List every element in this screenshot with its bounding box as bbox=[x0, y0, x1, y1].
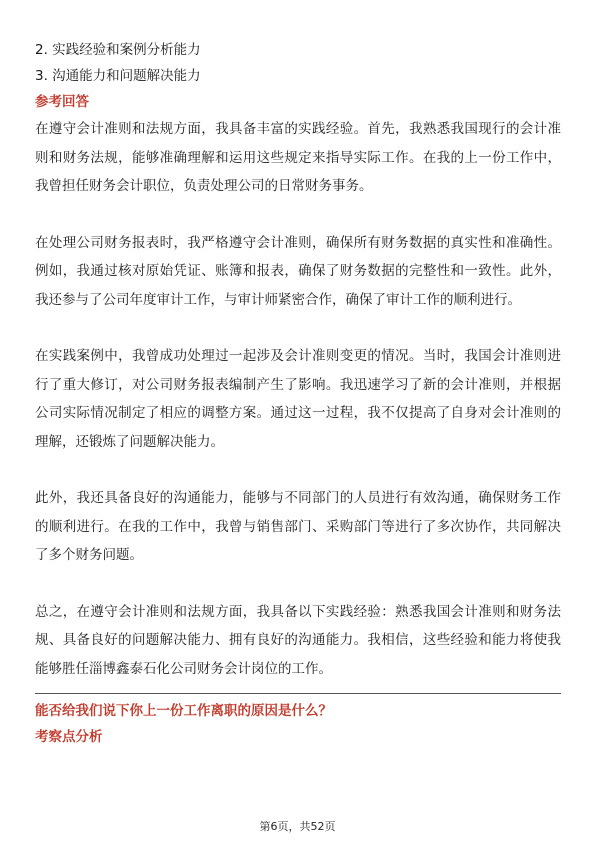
answer-paragraph-3: 在实践案例中，我曾成功处理过一起涉及会计准则变更的情况。当时，我国会计准则进行了重大修订，对公司财务报表编制产生了影响。我迅速学习了新的会计准则，并根据公司实际情况制定了相应的调整方案。通过这一过程，我不仅提高了自身对会计准则的理解，还锻炼了问题解决能力。 bbox=[35, 348, 561, 450]
answer-paragraph-1: 在遵守会计准则和法规方面，我具备丰富的实践经验。首先，我熟悉我国现行的会计准则和财务法规，能够准确理解和运用这些规定来指导实际工作。在我的上一份工作中，我曾担任财务会计职位，负责处理公司的日常财务事务。 bbox=[35, 121, 561, 194]
paragraph-gap bbox=[35, 314, 561, 342]
page-content bbox=[35, 37, 561, 750]
answer-heading: 参考回答 bbox=[35, 94, 89, 110]
paragraph-gap bbox=[35, 201, 561, 229]
analysis-heading: 考察点分析 bbox=[35, 729, 103, 745]
next-question-heading: 能否给我们说下你上一份工作离职的原因是什么？ bbox=[35, 703, 332, 719]
page-footer: 第6页，共52页 bbox=[259, 820, 336, 833]
list-item-practice: 2. 实践经验和案例分析能力 bbox=[35, 42, 201, 58]
paragraph-gap bbox=[35, 456, 561, 484]
answer-paragraph-2: 在处理公司财务报表时，我严格遵守会计准则，确保所有财务数据的真实性和准确性。例如，我通过核对原始凭证、账簿和报表，确保了财务数据的完整性和一致性。此外，我还参与了公司年度审计工作，与审计师紧密合作，确保了审计工作的顺利进行。 bbox=[35, 234, 561, 308]
answer-paragraph-5: 总之，在遵守会计准则和法规方面，我具备以下实践经验：熟悉我国会计准则和财务法规、具备良好的问题解决能力、拥有良好的沟通能力。我相信，这些经验和能力将使我能够胜任淄博鑫泰石化公司财务会计岗位的工作。 bbox=[35, 603, 561, 677]
list-item-communication: 3. 沟通能力和问题解决能力 bbox=[35, 68, 201, 84]
section-divider bbox=[35, 693, 561, 694]
answer-paragraph-4: 此外，我还具备良好的沟通能力，能够与不同部门的人员进行有效沟通，确保财务工作的顺利进行。在我的工作中，我曾与销售部门、采购部门等进行了多次协作，共同解决了多个财务问题。 bbox=[35, 490, 561, 563]
paragraph-gap bbox=[35, 570, 561, 598]
